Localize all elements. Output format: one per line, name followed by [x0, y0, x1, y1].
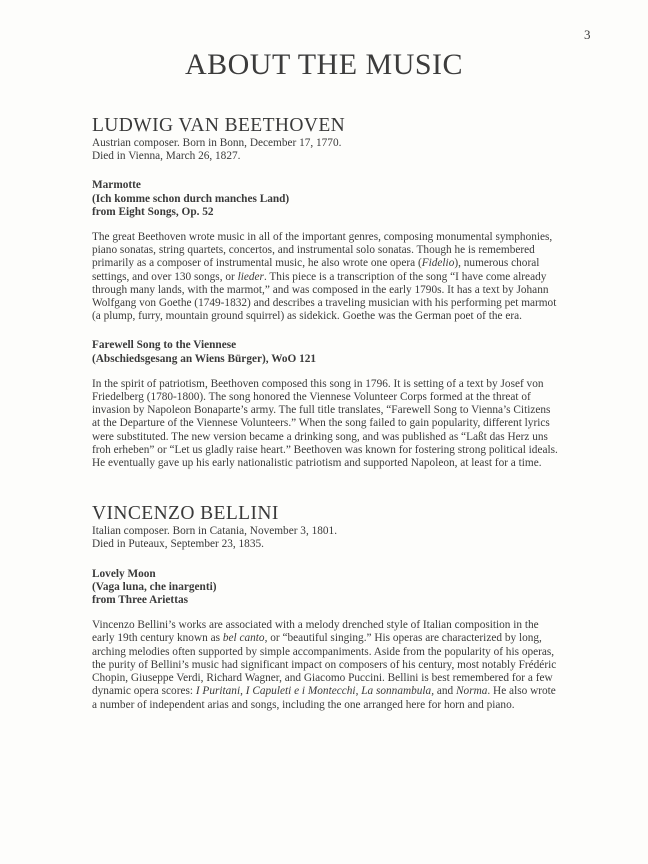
page-number: 3 — [584, 27, 591, 42]
work-title-line: (Ich komme schon durch manches Land) — [92, 192, 290, 205]
work-title-line: from Three Ariettas — [92, 594, 189, 607]
work-description: Vincenzo Bellini’s works are associated with a melody drenched style of Italian composition in the early 19th century known as bel canto, or “beautiful singing.” His operas are characterized by long, arching melodies often supported by simple accompaniments. Aside from the popularity of his operas, the purity of Bellini’s music had significant impact on composers of his century, most notably Frédéric Chopin, Giuseppe Verdi, Richard Wagner, and Giacomo Puccini. Bellini is best remembered for a few dynamic opera scores: I Puritani, I Capuleti e i Montecchi, La sonnambula, and Norma. He also wrote a number of independent arias and songs, including the one arranged here for horn and piano. — [92, 619, 557, 711]
page-content — [92, 114, 560, 712]
composer-bio-line: Austrian composer. Born in Bonn, December 17, 1770. — [92, 137, 342, 149]
work-title-line: (Vaga luna, che inargenti) — [92, 580, 217, 593]
work-title-line: Farewell Song to the Viennese — [92, 339, 237, 352]
work-description: The great Beethoven wrote music in all of the important genres, composing monumental symphonies, piano sonatas, string quartets, concertos, and instrumental solo sonatas. Though he is remembered primarily as a composer of instrumental music, he also wrote one opera (Fidelio), numerous choral settings, and over 130 songs, or lieder. This piece is a transcription of the song “I have come already through many lands, with the marmot,” and was composed in the early 1790s. It has a text by Johann Wolfgang von Goethe (1749-1832) and describes a traveling musician with his performing pet marmot (a plump, furry, mountain ground squirrel) as sidekick. Goethe was the German poet of the era. — [92, 231, 557, 323]
work-title-line: from Eight Songs, Op. 52 — [92, 205, 214, 218]
work-title-line: Marmotte — [92, 179, 141, 192]
composer-bio — [92, 525, 560, 551]
composer-bio — [92, 137, 560, 163]
section-bellini — [92, 502, 560, 711]
work-title-lovely-moon — [92, 568, 560, 608]
composer-heading: VINCENZO BELLINI — [92, 503, 279, 525]
composer-bio-line: Died in Vienna, March 26, 1827. — [92, 150, 241, 163]
work-title-line: (Abschiedsgesang an Wiens Bürger), WoO 121 — [92, 352, 317, 365]
work-title-farewell-song — [92, 339, 560, 365]
composer-heading: LUDWIG VAN BEETHOVEN — [92, 115, 346, 136]
section-beethoven — [92, 114, 560, 470]
work-description: In the spirit of patriotism, Beethoven composed this song in 1796. It is setting of a text by Josef von Friedelberg (1780-1800). The song honored the Viennese Volunteer Corps formed at the threat of invasion by Napoleon Bonaparte’s army. The full title translates, “Farewell Song to Vienna’s Citizens at the Departure of the Viennese Volunteers.” When the song failed to gain popularity, different lyrics were substituted. The new version became a drinking song, and was published as “Laßt das Herz uns froh erheben” or “Let us gladly raise heart.” Beethoven was known for fostering strong political ideals. He eventually gave up his early nationalistic patriotism and supported Napoleon, at least for a time. — [92, 377, 558, 470]
composer-bio-line: Died in Puteaux, September 23, 1835. — [92, 538, 264, 551]
composer-bio-line: Italian composer. Born in Catania, November 3, 1801. — [92, 525, 338, 538]
work-title-line: Lovely Moon — [92, 567, 156, 580]
page-title: ABOUT THE MUSIC — [184, 48, 464, 81]
work-title-marmotte — [92, 179, 560, 219]
